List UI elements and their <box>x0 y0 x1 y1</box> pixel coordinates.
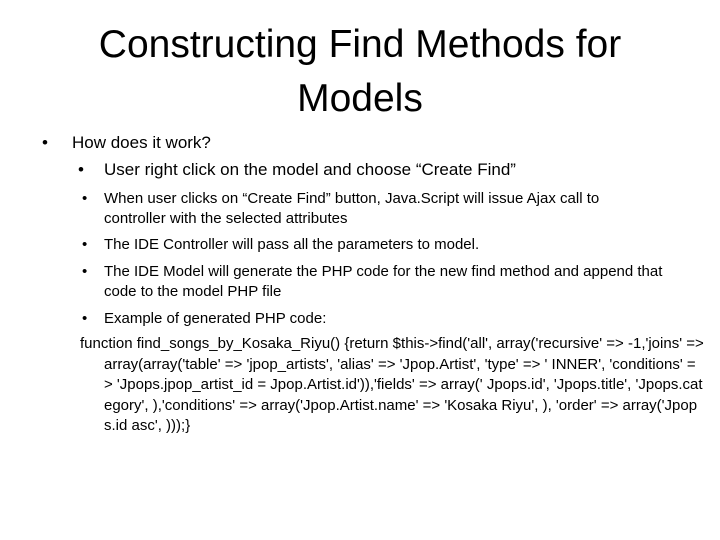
bullet-how-does-it-work <box>42 131 672 155</box>
bullet-text: The IDE Model will generate the PHP code for the new find method and append that code to the model PHP file <box>104 263 663 300</box>
bullet-text: When user clicks on “Create Find” button, Java.Script will issue Ajax call to controller with the selected attributes <box>104 190 600 227</box>
bullet-dot-icon: • <box>82 310 88 327</box>
bullet-example-code <box>82 309 664 329</box>
bullet-ide-model <box>82 262 664 302</box>
bullet-ajax-call <box>82 189 664 229</box>
bullet-text: How does it work? <box>72 133 211 152</box>
bullet-user-right-click <box>78 158 674 182</box>
bullet-dot-icon: • <box>78 160 84 179</box>
bullet-dot-icon: • <box>82 263 88 280</box>
bullet-dot-icon: • <box>82 236 88 253</box>
php-code-example: function find_songs_by_Kosaka_Riyu() {return $this->find('all', array('recursive' => -1,'joins' => array(array('table' => 'jpop_artists', 'alias' => 'Jpop.Artist', 'type' => ' INNER', 'conditions' => 'Jpops.jpop_artist_id = Jpop.Artist.id')),'fields' => array(' Jpops.id', 'Jpops.title', 'Jpops.category', ),'conditions' => array('Jpop.Artist.name' => 'Kosaka Riyu', ), 'order' => array('Jpops.id asc', )));} <box>80 335 704 434</box>
bullet-dot-icon: • <box>82 190 88 207</box>
bullet-dot-icon: • <box>42 133 48 152</box>
bullet-ide-controller <box>82 235 664 255</box>
bullet-text: The IDE Controller will pass all the parameters to model. <box>104 236 480 253</box>
slide-title: Constructing Find Methods for Models <box>98 23 622 120</box>
bullet-text: User right click on the model and choose “Create Find” <box>104 160 516 179</box>
bullet-text: Example of generated PHP code: <box>104 310 327 327</box>
